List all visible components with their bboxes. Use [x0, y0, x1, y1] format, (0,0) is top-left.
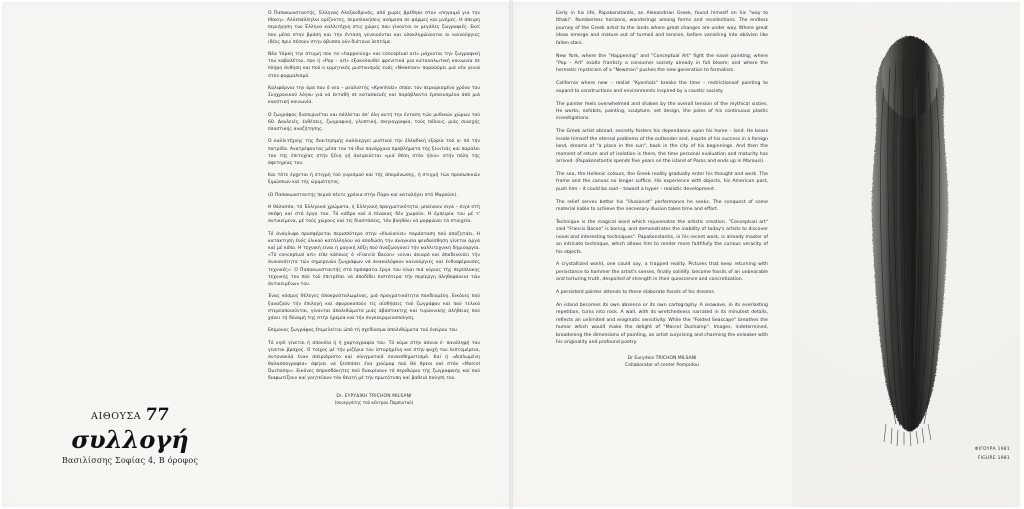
- english-paragraph: Early in his life, Papakonstantis, an Alexandrian Greek, found himself on his "way to Ithaki". Numberless horizons, wanderings among forms and recollections. The endless journey of the Greek artist to the lands where great changes are under way. Where great ideas emerge and mature out of turmoil and tension, before vanishing into oblivion like fallen stars.: [556, 11, 768, 46]
- gallery-word-aithousa: ΑΙΘΟΥΣΑ: [91, 411, 142, 423]
- english-paragraph: A persistent painter attends to these elaborate fossils of his dreams.: [556, 290, 716, 296]
- gallery-logo: [24, 404, 236, 465]
- greek-text-column: [268, 10, 480, 460]
- english-signature: [556, 355, 768, 370]
- greek-paragraph: Ο καλλιτέχνης τής διαιτησιμής καλλιεργεί μυστικά τήν έλλαδική εξορία τού α- πό τήν πατρίδα. Ανατρέφοντας μέσα του τά ίδια πανάρχαια προβλήματα τής ξενιτιάς καί παράλει του τής έπιτυχίας στήν ξένη γή άνειρεύεται «μιά θέση στόν ήλιο» στήν πόλη τής άφετηρίας του.: [268, 139, 480, 166]
- figure-artwork-image: [850, 28, 970, 448]
- artwork-caption: [975, 446, 1010, 463]
- greek-paragraph: Και τότε έρχεται ή στιγμή τού γυρισμού καί τής άπομόνωσης, ή στιγμή τών προσωπικών ξιμώσεων καί τής ώριμότητος.: [268, 173, 480, 186]
- english-paragraph: The sea, the Hellenic colours, the Greek reality gradually enter his thought and work. The frame and the canvas no longer suffice. His experience with objects, his American past, push him – it could be said – toward a hyper – realistic development.: [556, 171, 768, 192]
- english-paragraph: New York, where the "Happening" and "Conceptual Art" fight the easel painting; where "Pop – Art" exalts franticly a consumer society already in full bloom; and where the hermetic mysticism of a "Newman" pushes the new generation to formalism.: [556, 53, 768, 74]
- greek-paragraph: Καλιφόρνια την άρα που ό νεο – ρεαλιστής «Kyenholz» σπάει τον περιορισμένο χρόνο του Συγχρονικού λόγου γιά νά έκταθή σε κατασκευές καί παράβλαντα έμπνευσμένα άπό μιά καυστική κοινωνία.: [268, 85, 480, 106]
- greek-paragraph: Επίμονος ζωγράφος έπιμελείται ώπό τή σχεδίασμα άπολιθώματα τού ένείρου του.: [268, 328, 459, 334]
- english-paragraph: The relief serves better his "illusionist" performance he seeks. The conquest of some material liable to achieve the necessary illusion takes time and effort.: [556, 199, 768, 212]
- figure-silhouette-icon: [850, 28, 970, 448]
- greek-paragraph: (Ο Παπακωνσταντής περνά πέντε χρόνια στήν Πάρο καί καταλήγει στό Μαρούσι).: [268, 192, 458, 198]
- english-author-role: Collaborator of center Pompidou: [625, 363, 699, 369]
- english-paragraph: An island becomes its own absence or its own cartography. A seawave, in its everlasting repetition, turns into rock. A wall, with its wretchedness narrated in its minutest details, reflects an unlimited and enigmatic sensitivity. While the "Folded Seascape" breathes the humor which would make the delight of "Marcel Duchamp". Images, indetermined, broadening the dimensions of painting, an artist surprising and charming the onlooker with his originality and profound poetry.: [556, 302, 768, 346]
- greek-paragraph: Ο Παπακωνσταντής, Έλληνας Αλεξανδρινός, από χωρίς βρέθηκε στον «πηγαιμό για την Ιθάκη». Αλλεπάλληλοι ορίζοντες, περιπλανήσεις ανάμεσα σε φόρμες και μνήμες. Η άπειρη περιήγηση του Έλληνα καλλιτέχνη στις χώρες που γίνονται οι μεγάλες ζωγραφιές. Εκεί που μέσα στην βράση και την ένταση γεννιούνται και ολοκληρώνονται οι καινούργιες ιδέες πριν πέσουν στην άβυσσο ούν διάτονα λεπτόμε.: [268, 11, 480, 45]
- english-paragraph: The Greek artist abroad, secretly fosters his dependance upon his home – land. He bears inside himself the eternal problems of the outlander and, inspite of his success in a foreign land, dreams of "a place in the sun", back in the city of his beginnings. And then the moment of return and of isolation is there, the time personal evaluation and maturity has arrived. (Papakonstantis spends five years on the island of Paros and ends up in Marousi).: [556, 129, 768, 164]
- english-author-name: Dr Eurydice TRICHON MILSANI: [627, 355, 697, 361]
- artwork-caption-greek: ΦΙΓΟΥΡΑ 1981: [974, 447, 1010, 453]
- english-paragraph: The painter feels overwhelmed and shaken by the overall tension of the mythical sixties. He works, exhibits, painting, sculpture, set design, the poles of his continuous plastic investigations.: [556, 101, 768, 122]
- page-fold: [509, 0, 513, 509]
- english-paragraph: A crystallized world, one could say, a trapped reality. Pictures that keep returning with persistance to hammer the artist's senses, finally solidify, become fossils of an unbearable and torturing truth, despoiled of strength in their quiescence and concretization.: [556, 262, 768, 283]
- greek-paragraph: Ένας κόσμος θέλεγες άποκρυσταλωμένος, μιά πραγματικότητα πανδεομένη. Εικόνες πού ξαναζούν τήν έπιλογή καί σφυροκοπούν τίς αίσθήσεις τού ζωγράφου καί πού τελικά στερεοποιούνται, γίνονται άπολιθώματα μιάς άβάστακτης καί τυραννικής άλήθειας πού χάνει τή δύναμή της στήν ήρεμία καί τήν συγκεκριμενοποίηση.: [268, 294, 480, 321]
- english-paragraph: California where new – realist "Kyenholz" breaks the time – restrictionsof painting to expand to constructions and environments inspired by a caustic society.: [556, 81, 768, 94]
- greek-signature: [268, 393, 480, 407]
- greek-author-name: Dr. ΕΥΡΥΔΙΚΗ TRICHON MILSANI: [336, 393, 412, 399]
- greek-paragraph: Η θάλασσα, τά Έλληνικά χρώματα, ή Έλληνική πραγματικότητα, μπαίνουν σιγά – σιγά στή σκέψη καί στό έργο του. Τό κάδρο καί ό πίνακας δέν χωρούν. Η έμπειρία του μέ τ' άντικείμενα, μέ τούς χώρους καί τίς διαστάσεις, τόν βοηθάει νά μορφώνει τά στοιχεία.: [268, 205, 480, 225]
- gallery-name: συλλογή: [71, 425, 189, 455]
- greek-author-role: (συνεργάτης τού κέντρου Πομπιντού): [334, 399, 414, 405]
- gallery-address: Βασιλίσσης Σοφίας 4, Β όροφος: [61, 456, 199, 465]
- artwork-caption-english: FIGURE 1981: [977, 455, 1010, 461]
- greek-paragraph: Τό νησί γίνεται ή άπουσία ή ή χαρτογραφία του. Τό κύμα στήν άσυνα έ- πανάληψή του γίνεται βράχος. Ο τοίχος μέ τήν μιζέρια του ίστορημένη καί στήν ψυχή του λεπτομέρεια, άντανακλά έναν άπεριόριστο καί αίνιγματικό συναισθηματισμό. Καί ή «Διπλωμένη θαλασσογραφία» άφήνει νά ξεσπάσει ένα χιούμορ πού θά θρεοι καί στόν «Marcel Duchamp». Εικόνες άπροσδόκητες πού διακρίνουν τό περιθώριο τής ζωγραφικής καί πού διαφωτίζουν καί γοητεύουν τόν θεατή μέ τήν πρωτότυπη καί βαθειά ποίησή του.: [268, 340, 480, 382]
- greek-paragraph: Τό άνάγλυφο προσφέρεται περισσότερο στήν «Illusionist» παράσταση πού άποζητάει. Η κατάκτηση ένός ύλικού κατάλληλου νά άποδώση τήν άναγκαία ψευδαίσθηση γίνεται άργά καί μέ κόπο. Η τεχνική είναι ή μαγική λέξη πού άναζωογονεί τήν καλλιτεχνική δημιουργία. «Τό conceptual art» είπε κάποιος ό «Francis Bacon» «είναι άνιαρό καί άποδεικνύει τήν άνικανότητα τών σημερινών ζωγράφων νά άνακαλύψουν καινούργιες καί ένδιαφέρουσες τεχνικές». Ο Παπακωνσταντής στά πρόσφατα έργα του είναι πιά κύριος τής περίπλοκης τεχνικής του πού τού έπιτρέπει νά άποδίδει πιστότερα τήν περίεργη άληθοφάνεια τών άντικειμένων του.: [268, 231, 480, 287]
- greek-paragraph: Ο ζωγράφος διαπερνιέται και πάλλεται άπ' όλη αυτή την ένταση τών μυθικών χώρων τού 60. Δουλειές, ένθέσεις, ζωγραφική, γλυπτική, σκηνογραφία, τούς πόλους, μιάς συνεχής πλαστικής αναζήτησης.: [268, 112, 480, 132]
- english-paragraph: Technique is the magical word which rejuvenates the artistic creation. "Conceptual art" said "Francis Bacon" is boring, and demonstrates the inability of today's artists to discover novel and interesting techniques". Papakonstantis, in his recent work, is already master of an intricate technique, which allows him to render more faithfully the curious veracity of his objects.: [556, 219, 768, 255]
- gallery-mark-icon: 77: [144, 404, 171, 425]
- artwork-panel: [792, 2, 1020, 507]
- english-text-column: [556, 10, 768, 460]
- greek-paragraph: Νέα Υόρκη την στιγμή που το «happening» και conceptual art» μάχονται την ζωγραφική του καβαλέτου, που ή «Pop – art» εξακολουθεί φρενιτικά μια καταναλωτική κοινωνία σε πλήρη άνθηση και πού ο ερμητικός μυστικισμός ενός «Newman» παραούρει μιά νέα γενιά στον φορμαλισμό.: [268, 52, 480, 79]
